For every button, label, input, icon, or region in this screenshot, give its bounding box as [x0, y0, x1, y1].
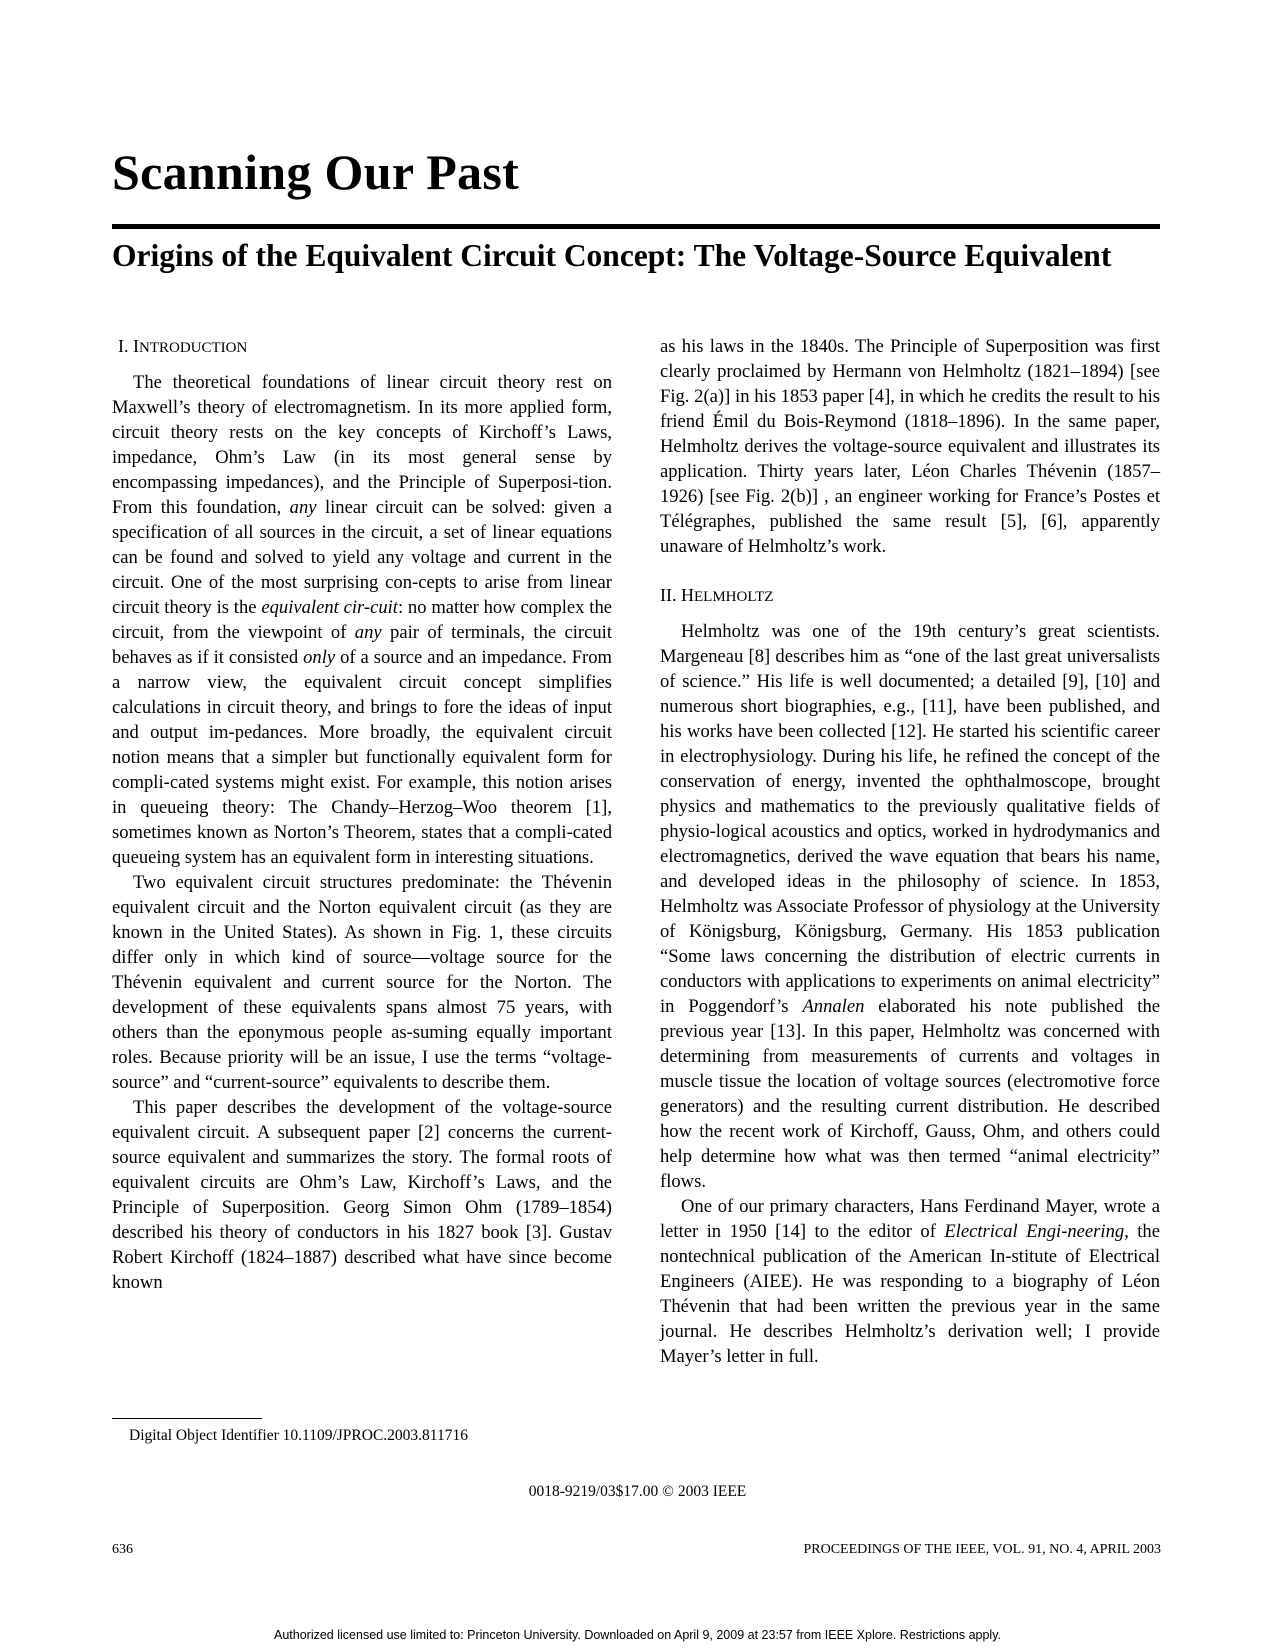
section-heading-introduction [118, 334, 612, 361]
section-heading-rest: NTRODUCTION [139, 340, 248, 356]
intro-paragraph-1 [112, 370, 612, 870]
page-number: 636 [112, 1542, 133, 1557]
right-column [660, 334, 1160, 1369]
section-number: II. [660, 585, 677, 605]
intro-paragraph-2: Two equivalent circuit structures predominate: the Thévenin equivalent circuit and the Norton equivalent circuit (as they are known in the United States). As shown in Fig. 1, these circuits differ only in which kind of source—voltage source for the Thévenin equivalent and current source for the Norton. The development of these equivalents spans almost 75 years, with others than the eponymous people as-suming equally important roles. Because priority will be an issue, I use the terms “voltage-source” and “current-source” equivalents to describe them. [112, 872, 612, 1093]
italic-run: any [289, 497, 317, 518]
section-number: I. [118, 336, 129, 356]
intro-paragraph-3: This paper describes the development of the voltage-source equivalent circuit. A subsequent paper [2] concerns the current-source equivalent and summarizes the story. The formal roots of equivalent circuits are Ohm’s Law, Kirchoff’s Laws, and the Principle of Superposition. Georg Simon Ohm (1789–1854) described his theory of conductors in his 1827 book [3]. Gustav Robert Kirchoff (1824–1887) described what have since become known [112, 1097, 612, 1293]
italic-run: Electrical Engi-neering [944, 1221, 1125, 1242]
doi-footnote: Digital Object Identifier 10.1109/JPROC.2003.811716 [129, 1427, 468, 1444]
text-run: elaborated his note published the previous year [13]. In this paper, Helmholtz was concerned with determining from measurements of currents and voltages in muscle tissue the location of voltage sources (electromotive force generators) and the resulting current distribution. He described how the recent work of Kirchoff, Gauss, Ohm, and others could help determine how what was then termed “animal electricity” flows. [660, 996, 1161, 1192]
text-run: of a source and an impedance. From a narrow view, the equivalent circuit concept simplifies calculations in circuit theory, and brings to fore the ideas of input and output im-pedances. More broadly, the equivalent circuit notion means that a simpler but functionally equivalent form for compli-cated systems might exist. For example, this notion arises in queueing theory: The Chandy–Herzog–Woo theorem [1], sometimes known as Norton’s Theorem, states that a compli-cated queueing system has an equivalent form in interesting situations. [112, 647, 612, 868]
journal-citation: PROCEEDINGS OF THE IEEE, VOL. 91, NO. 4, APRIL 2003 [803, 1542, 1161, 1557]
section-heading-helmholtz [660, 583, 1160, 610]
section-title: Scanning Our Past [112, 144, 520, 200]
continued-paragraph: as his laws in the 1840s. The Principle of Superposition was first clearly proclaimed by Hermann von Helmholtz (1821–1894) [see Fig. 2(a)] in his 1853 paper [4], in which he credits the result to his friend Émil du Bois-Reymond (1818–1896). In the same paper, Helmholtz derives the voltage-source equivalent and illustrates its application. Thirty years later, Léon Charles Thévenin (1857–1926) [see Fig. 2(b)] , an engineer working for France’s Postes et Télégraphes, published the same result [5], [6], apparently unaware of Helmholtz’s work. [660, 336, 1160, 557]
text-run: : no matter how complex the circuit, from the viewpoint of [112, 597, 612, 643]
section-heading-initial: H [681, 585, 694, 605]
article-title: Origins of the Equivalent Circuit Concept: The Voltage-Source Equivalent [112, 238, 1112, 273]
section-heading-rest: ELMHOLTZ [694, 589, 774, 605]
text-run: One of our primary characters, Hans Ferdinand Mayer, wrote a letter in 1950 [14] to the editor of [660, 1196, 1160, 1242]
text-run: Helmholtz was one of the 19th century’s great scientists. Margeneau [8] describes him as “one of the last great universalists of science.” His life is well documented; a detailed [9], [10] and numerous short biographies, e.g., [11], have been published, and his works have been collected [12]. He started his scientific career in electrophysiology. During his life, he refined the concept of the conservation of energy, invented the ophthalmoscope, brought physics and mathematics to the previously qualitative fields of physio-logical acoustics and optics, worked in hydrodymanics and electromagnetics, derived the wave equation that bears his name, and developed ideas in the philosophy of science. In 1853, Helmholtz was Associate Professor of physiology at the University of Königsburg, Königsburg, Germany. His 1853 publication “Some laws concerning the distribution of electric currents in conductors with applications to experiments on animal electricity” in Poggendorf’s [660, 621, 1160, 1017]
italic-run: only [303, 647, 336, 668]
italic-run: equivalent cir-cuit [261, 597, 398, 618]
helmholtz-paragraph-1 [660, 619, 1160, 1194]
left-column [112, 334, 612, 1295]
italic-run: Annalen [802, 996, 865, 1017]
title-rule [112, 224, 1160, 229]
helmholtz-paragraph-2 [660, 1194, 1160, 1369]
section-heading-initial: I [133, 336, 139, 356]
text-run: pair of terminals, the circuit behaves as if it consisted [112, 622, 612, 668]
license-notice: Authorized licensed use limited to: Princeton University. Downloaded on April 9, 2009 at 23:57 from IEEE Xplore. Restrictions apply. [274, 1628, 1001, 1642]
footnote-rule [112, 1418, 262, 1419]
text-run: , the nontechnical publication of the American In-stitute of Electrical Engineers (AIEE). He was responding to a biography of Léon Thévenin that had been written the previous year in the same journal. He describes Helmholtz’s derivation well; I provide Mayer’s letter in full. [660, 1221, 1160, 1367]
copyright-line: 0018-9219/03$17.00 © 2003 IEEE [528, 1483, 747, 1500]
italic-run: any [354, 622, 382, 643]
text-run: linear circuit can be solved: given a specification of all sources in the circuit, a set of linear equations can be found and solved to yield any voltage and current in the circuit. One of the most surprising con-cepts to arise from linear circuit theory is the [112, 497, 613, 618]
text-run: The theoretical foundations of linear circuit theory rest on Maxwell’s theory of electromagnetism. In its more applied form, circuit theory rests on the key concepts of Kirchoff’s Laws, impedance, Ohm’s Law (in its most general sense by encompassing impedances), and the Principle of Superposi-tion. From this foundation, [112, 372, 612, 518]
